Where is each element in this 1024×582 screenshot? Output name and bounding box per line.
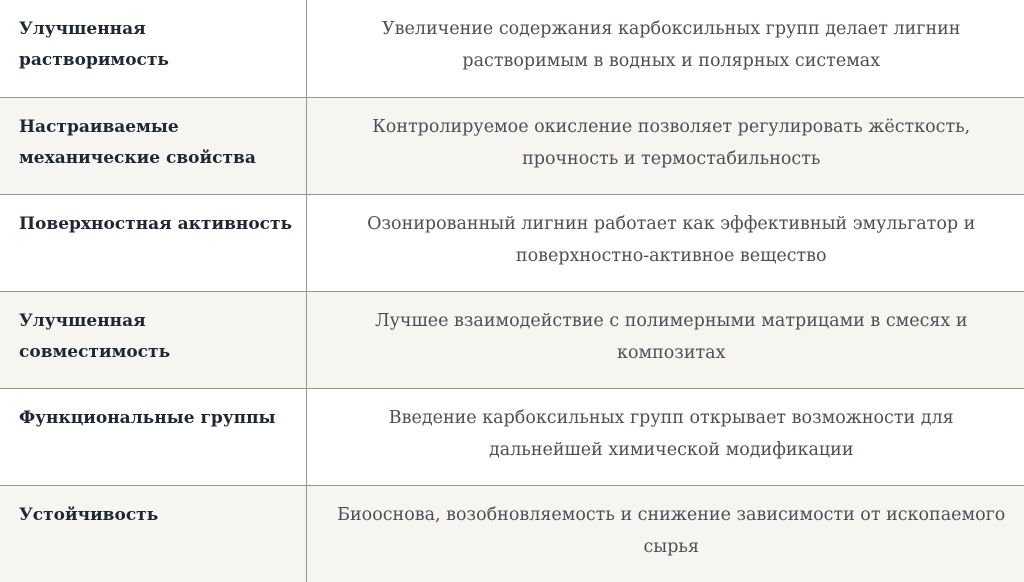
- description-cell: [306, 97, 1024, 194]
- description-cell: [306, 291, 1024, 388]
- property-description: Озонированный лигнин работает как эффективный эмульгатор и поверхностно-активное вещество: [307, 195, 1024, 272]
- property-description: Биооснова, возобновляемость и снижение зависимости от ископаемого сырья: [307, 486, 1024, 563]
- property-label: Настраиваемые механические свойства: [0, 98, 306, 174]
- property-description: Увеличение содержания карбоксильных групп делает лигнин растворимым в водных и полярных системах: [307, 0, 1024, 77]
- table-row: [0, 485, 1024, 582]
- property-label: Устойчивость: [0, 486, 306, 531]
- property-cell: [0, 0, 306, 97]
- description-cell: [306, 388, 1024, 485]
- property-cell: [0, 388, 306, 485]
- property-description: Контролируемое окисление позволяет регулировать жёсткость, прочность и термостабильность: [307, 98, 1024, 175]
- property-description: Лучшее взаимодействие с полимерными матрицами в смесях и композитах: [307, 292, 1024, 369]
- property-label: Поверхностная активность: [0, 195, 306, 240]
- property-label: Улучшенная совместимость: [0, 292, 306, 368]
- table-row: [0, 0, 1024, 97]
- description-cell: [306, 0, 1024, 97]
- description-cell: [306, 485, 1024, 582]
- property-label: Улучшенная растворимость: [0, 0, 306, 76]
- table-row: [0, 291, 1024, 388]
- table-row: [0, 388, 1024, 485]
- property-cell: [0, 485, 306, 582]
- property-label: Функциональные группы: [0, 389, 306, 434]
- property-cell: [0, 194, 306, 291]
- property-cell: [0, 97, 306, 194]
- description-cell: [306, 194, 1024, 291]
- table-row: [0, 97, 1024, 194]
- property-description: Введение карбоксильных групп открывает возможности для дальнейшей химической модификации: [307, 389, 1024, 466]
- property-cell: [0, 291, 306, 388]
- table-row: [0, 194, 1024, 291]
